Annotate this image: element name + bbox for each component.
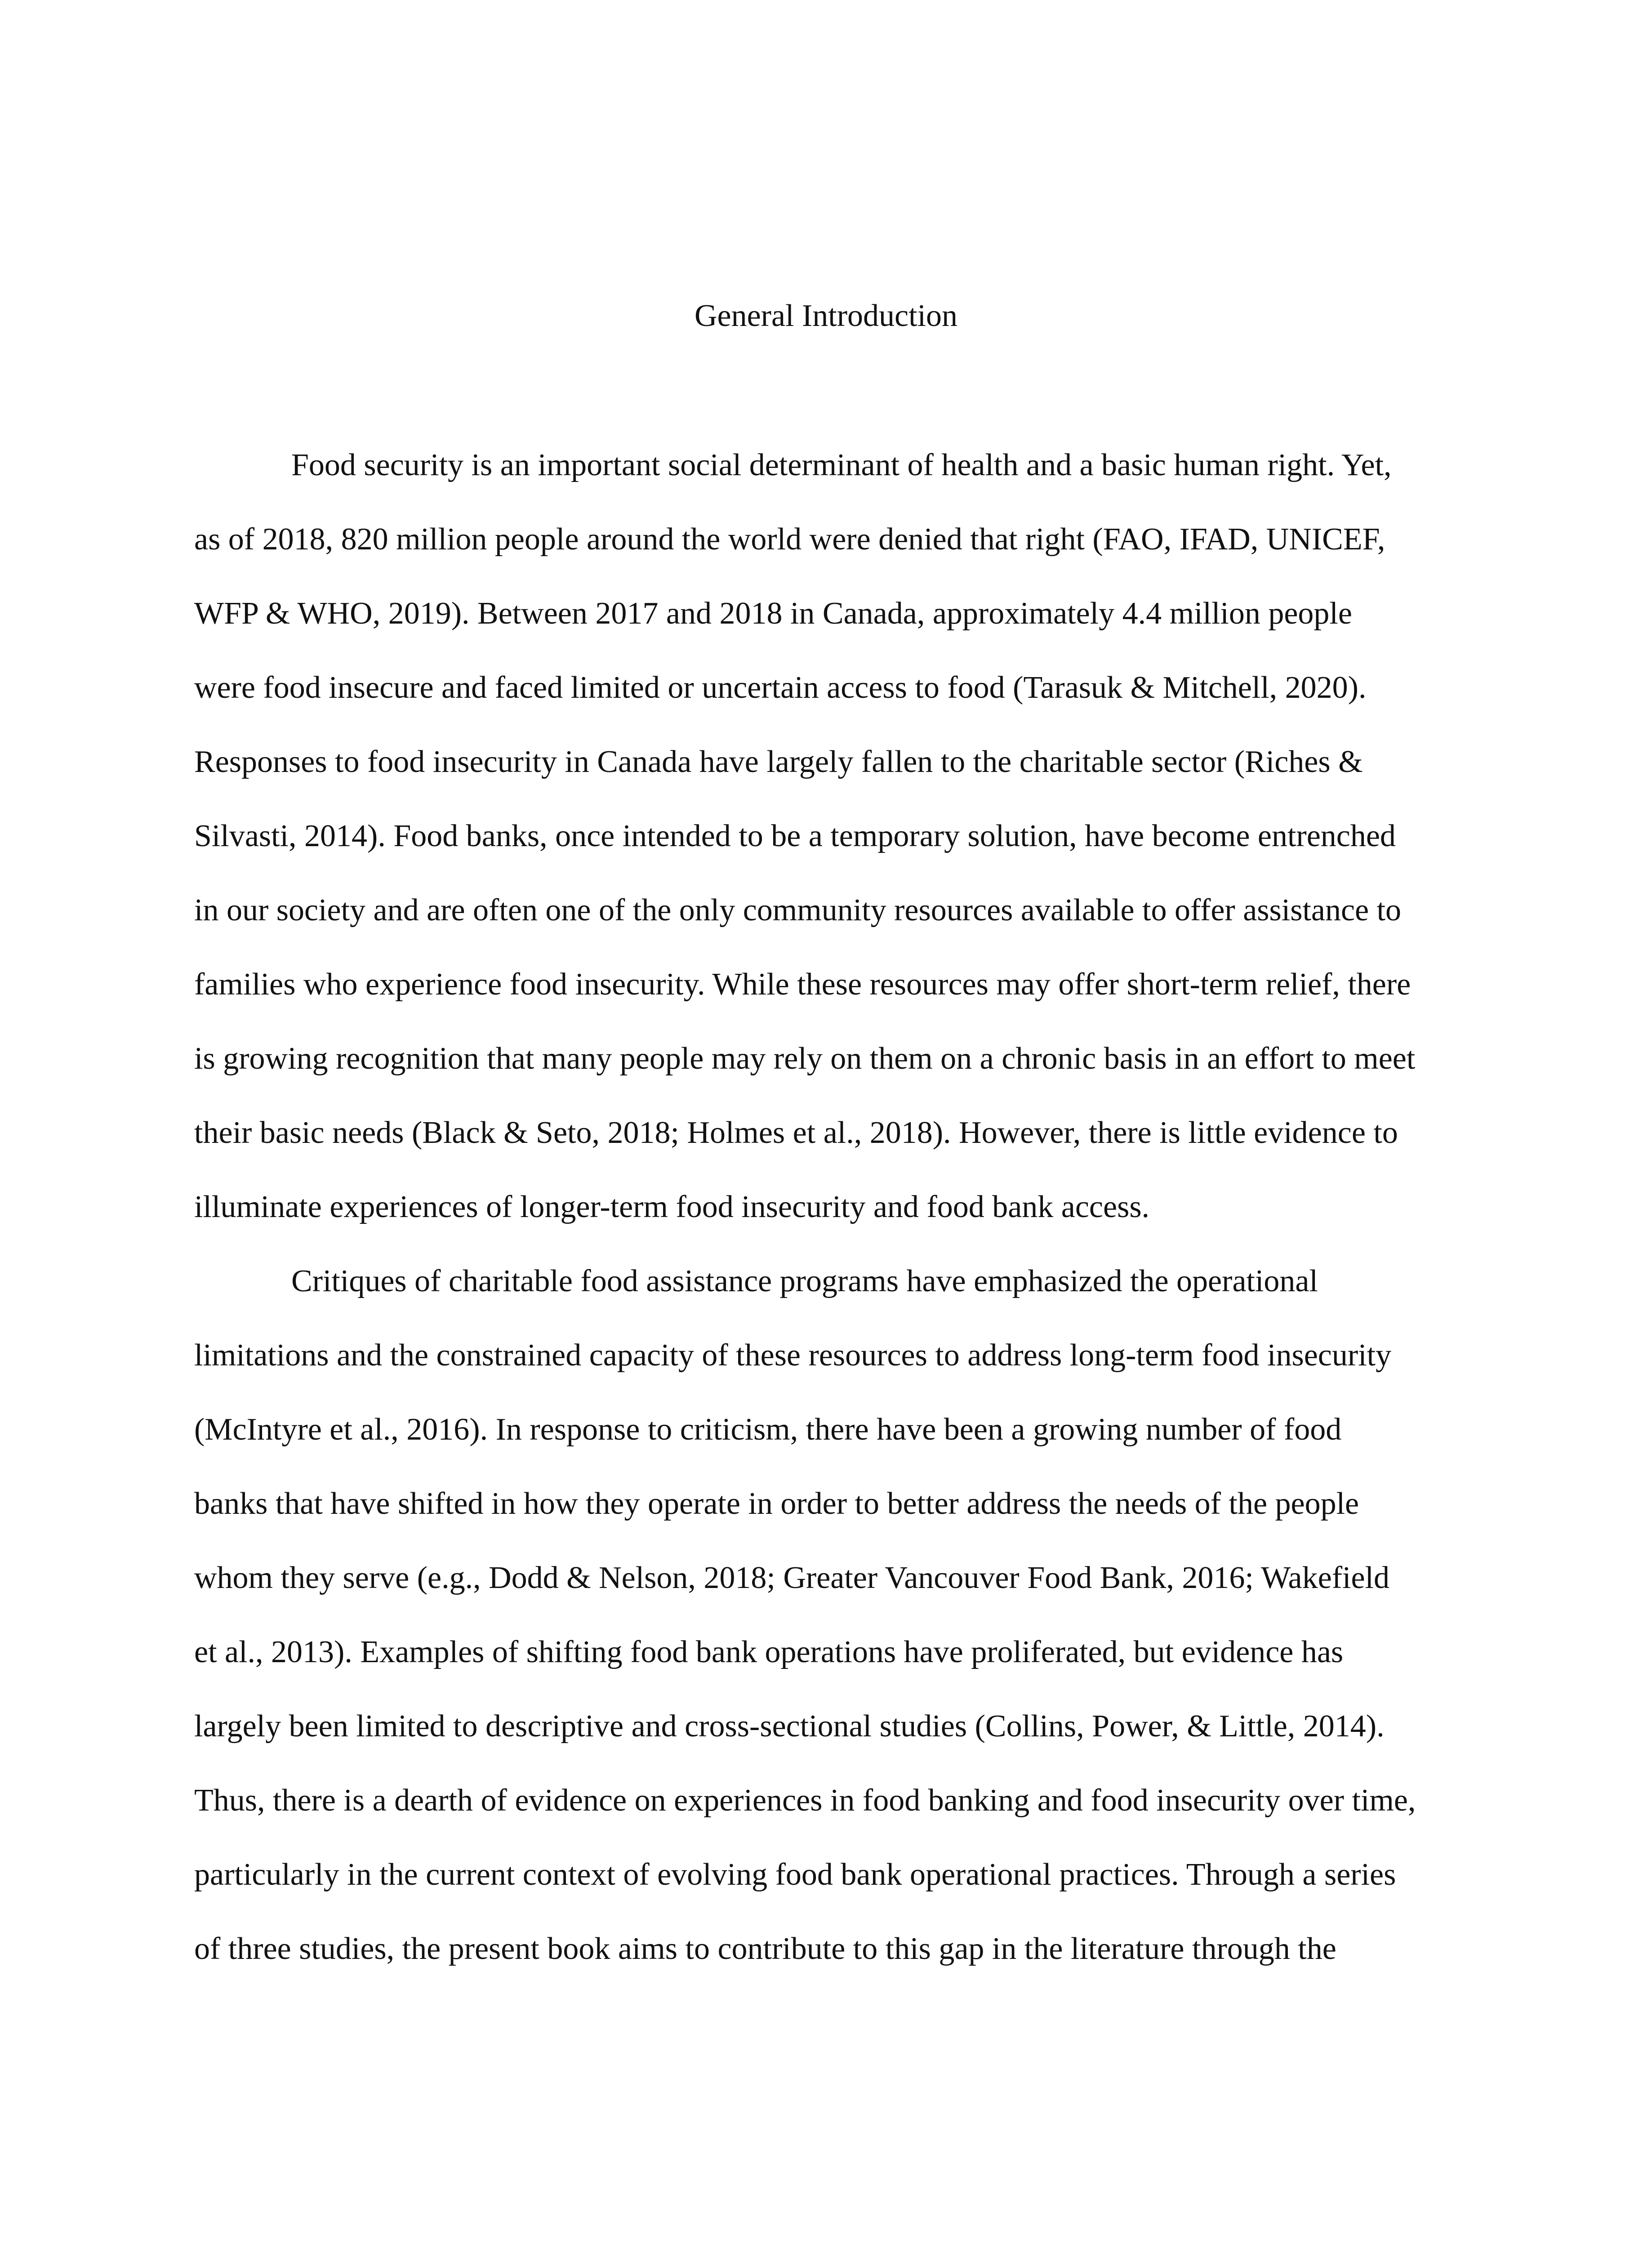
- body-line: families who experience food insecurity. While these resources may offer short-term relief, there: [194, 967, 1411, 1002]
- body-line: of three studies, the present book aims to contribute to this gap in the literature through the: [194, 1931, 1336, 1966]
- body-line: banks that have shifted in how they operate in order to better address the needs of the people: [194, 1486, 1359, 1521]
- body-line: Responses to food insecurity in Canada have largely fallen to the charitable sector (Riches &: [194, 745, 1363, 779]
- body-line: limitations and the constrained capacity of these resources to address long-term food insecurity: [194, 1338, 1392, 1373]
- body-line: in our society and are often one of the only community resources available to offer assistance to: [194, 893, 1402, 928]
- body-line: their basic needs (Black & Seto, 2018; Holmes et al., 2018). However, there is little evidence to: [194, 1115, 1398, 1150]
- body-line: (McIntyre et al., 2016). In response to criticism, there have been a growing number of food: [194, 1412, 1342, 1447]
- body-line: illuminate experiences of longer-term food insecurity and food bank access.: [194, 1190, 1150, 1224]
- body-line: WFP & WHO, 2019). Between 2017 and 2018 in Canada, approximately 4.4 million people: [194, 596, 1352, 631]
- body-line: et al., 2013). Examples of shifting food bank operations have proliferated, but evidence has: [194, 1635, 1344, 1669]
- body-line: Critiques of charitable food assistance programs have emphasized the operational: [291, 1264, 1318, 1298]
- body-line: as of 2018, 820 million people around the world were denied that right (FAO, IFAD, UNICEF,: [194, 522, 1385, 557]
- body-line: Silvasti, 2014). Food banks, once intended to be a temporary solution, have become entrenched: [194, 819, 1396, 853]
- body-line: largely been limited to descriptive and cross-sectional studies (Collins, Power, & Little, 2014).: [194, 1709, 1385, 1744]
- body-line: particularly in the current context of evolving food bank operational practices. Through a series: [194, 1857, 1396, 1892]
- body-line: whom they serve (e.g., Dodd & Nelson, 2018; Greater Vancouver Food Bank, 2016; Wakefield: [194, 1561, 1389, 1595]
- body-line: were food insecure and faced limited or uncertain access to food (Tarasuk & Mitchell, 2020).: [194, 670, 1367, 705]
- body-line: Thus, there is a dearth of evidence on experiences in food banking and food insecurity over time,: [194, 1783, 1416, 1818]
- page-title: General Introduction: [694, 299, 958, 333]
- body-line: Food security is an important social determinant of health and a basic human right. Yet,: [291, 448, 1392, 482]
- body-line: is growing recognition that many people may rely on them on a chronic basis in an effort to meet: [194, 1041, 1416, 1076]
